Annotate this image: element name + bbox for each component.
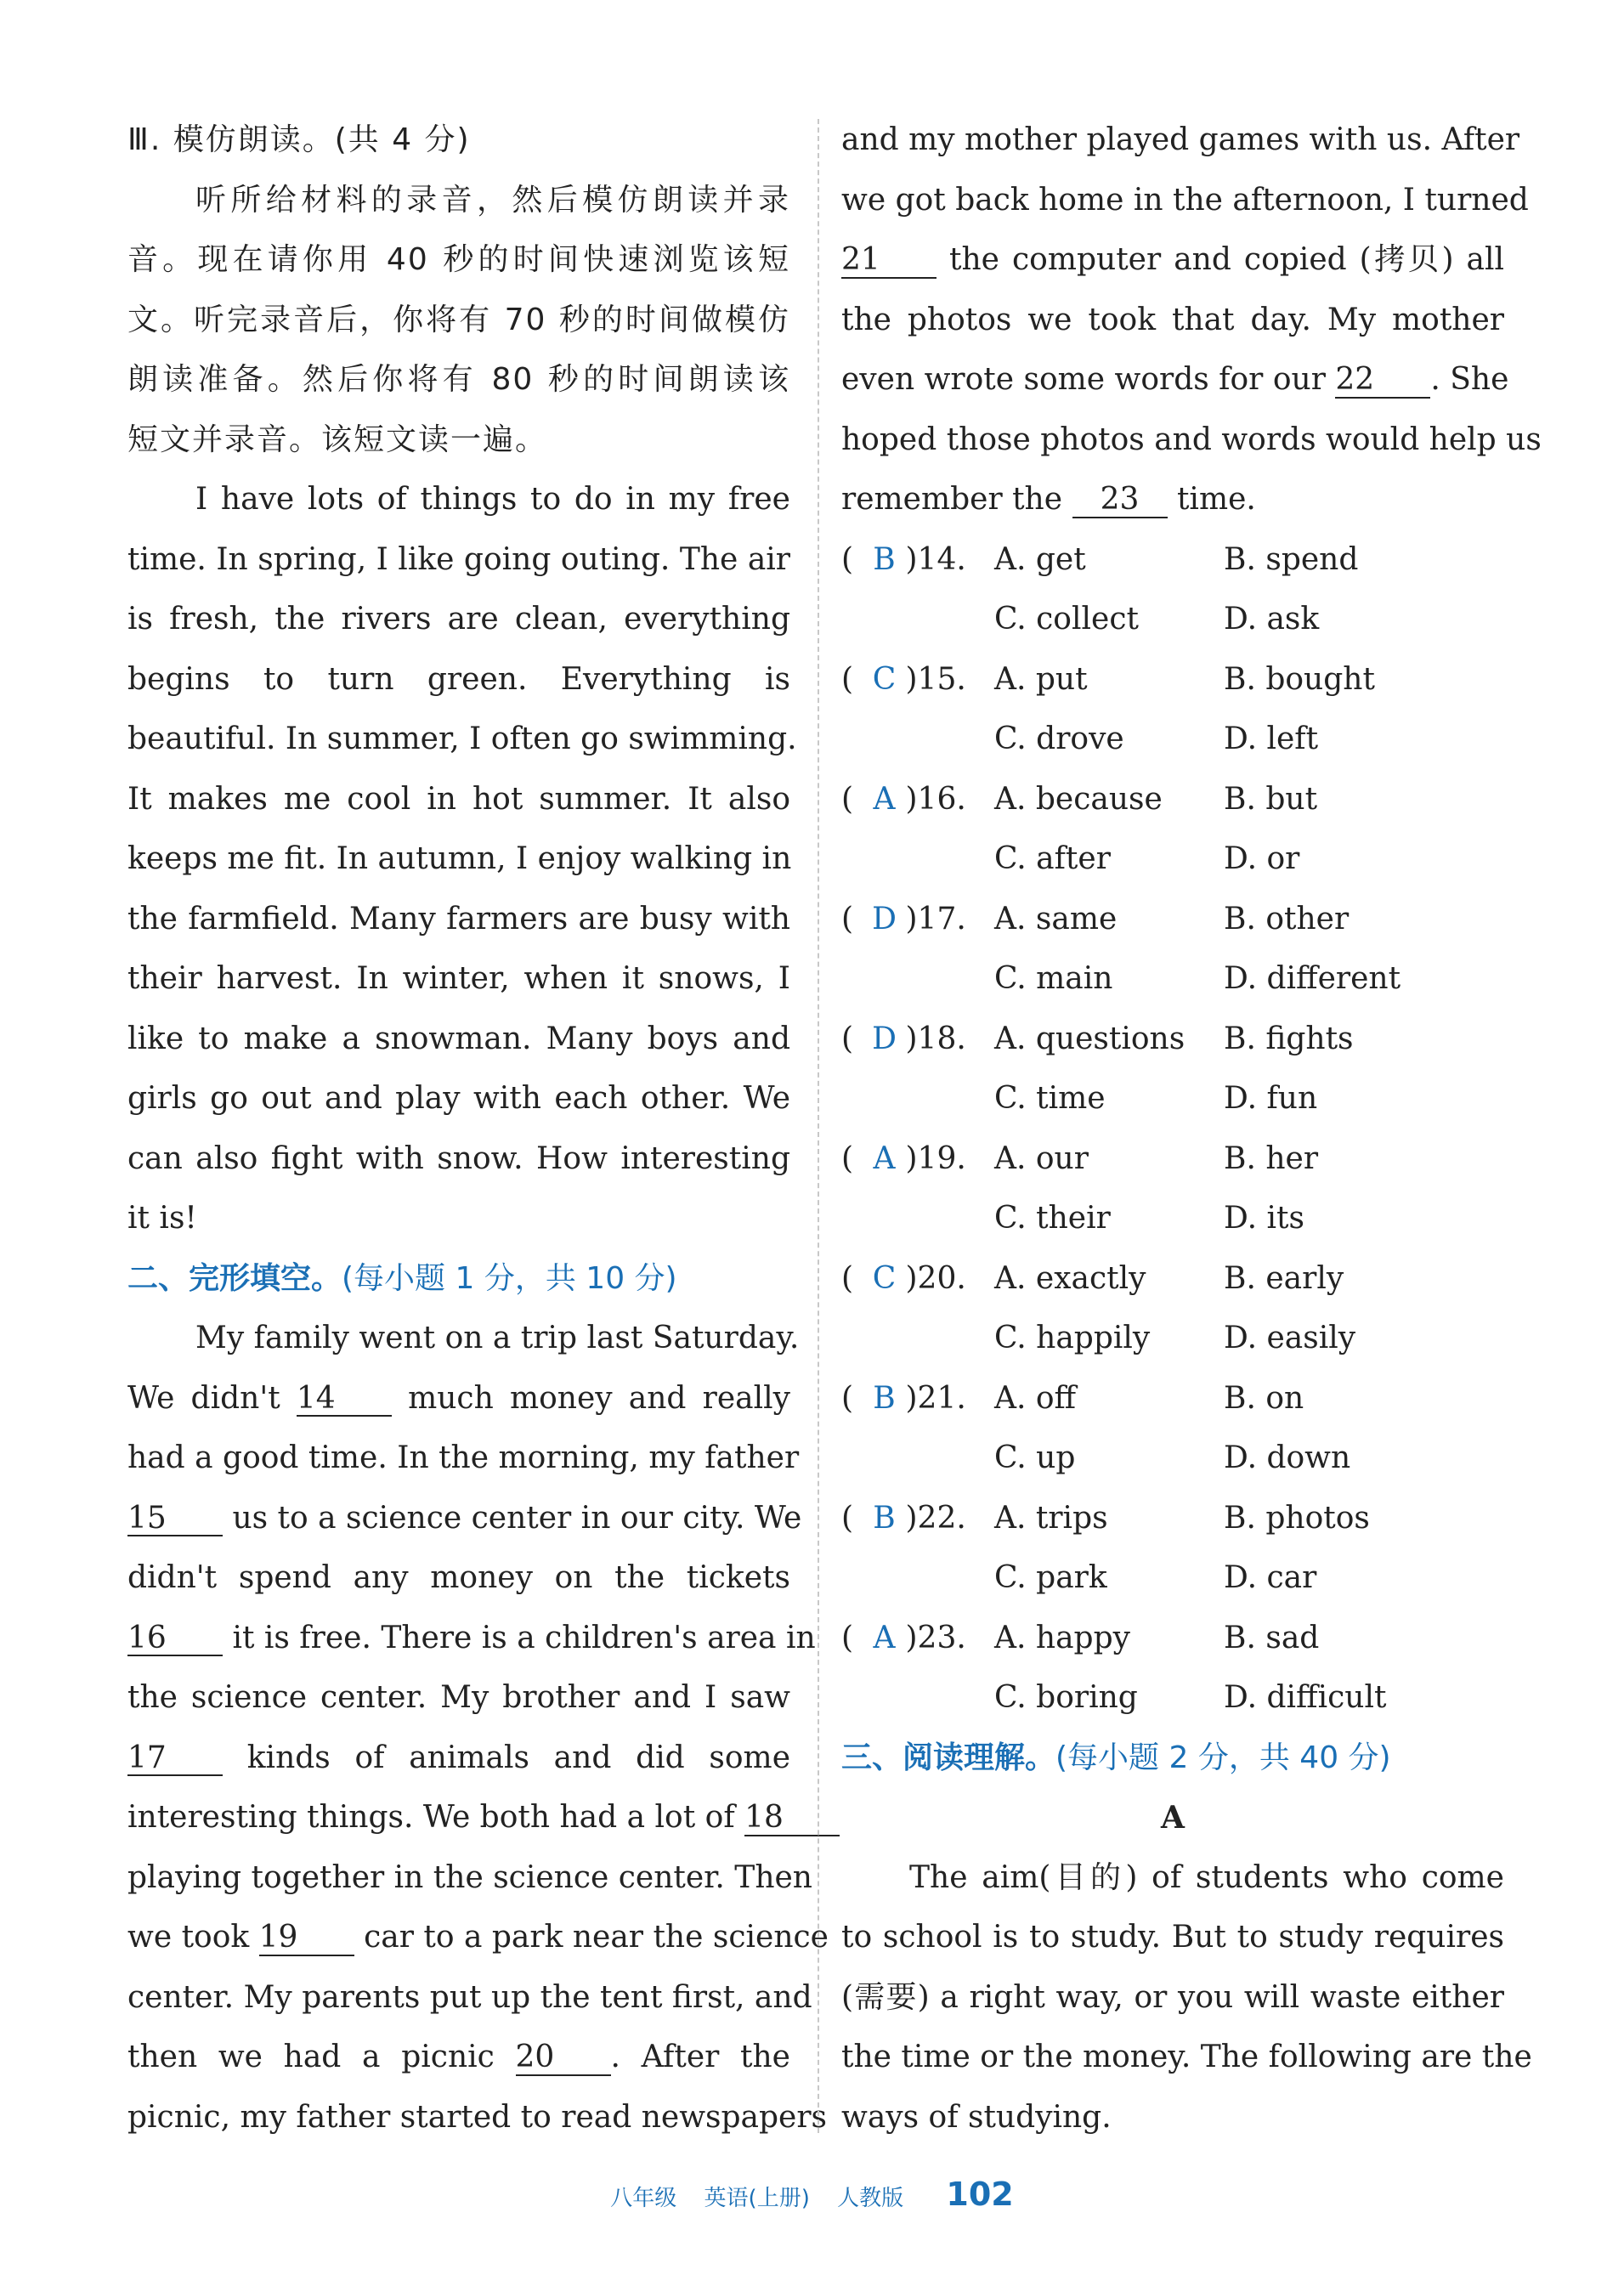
option-c[interactable]: C. main [994, 961, 1113, 996]
passage-line: begins to turn green. Everything is [127, 661, 790, 697]
section-3-title: Ⅲ. 模仿朗读。(共 4 分) [127, 122, 471, 157]
answer-paren: ( C ) [841, 662, 918, 697]
passage-line: I have lots of things to do in my free [195, 482, 790, 517]
reading-title: 三、阅读理解。 [841, 1740, 1056, 1775]
blank-17: 17 [127, 1741, 223, 1777]
answer-letter: D [872, 1021, 897, 1056]
blank-21: 21 [841, 243, 936, 279]
cloze-line [841, 470, 1504, 530]
cloze-line [127, 1369, 790, 1429]
answer-letter: B [873, 541, 896, 577]
cloze-line [841, 350, 1509, 410]
instruction-line: 文。听完录音后，你将有 70 秒的时间做模仿 [127, 302, 790, 337]
answer-paren: ( C ) [841, 1261, 918, 1296]
option-d[interactable]: D. different [1224, 961, 1401, 996]
option-c[interactable]: C. time [994, 1081, 1106, 1116]
cloze-heading [127, 1249, 790, 1310]
option-c[interactable]: C. happily [994, 1321, 1151, 1355]
passage-line: the farmfield. Many farmers are busy with [127, 901, 790, 936]
question-row [841, 1369, 1504, 1429]
footer-edition: 人教版 [837, 2186, 904, 2211]
answer-paren: ( A ) [841, 782, 918, 817]
blank-18: 18 [744, 1801, 840, 1836]
cloze-line: center. My parents put up the tent first, and [127, 1979, 812, 2015]
cloze-text: we took [127, 1920, 250, 1955]
cloze-line: and my mother played games with us. After [841, 122, 1520, 157]
option-a[interactable]: A. put [994, 661, 1088, 697]
question-row [841, 1668, 1504, 1729]
question-row [841, 590, 1504, 650]
instruction-line: 音。现在请你用 40 秒的时间快速浏览该短 [127, 242, 790, 277]
option-b[interactable]: B. bought [1224, 661, 1375, 697]
cloze-text: kinds of animals and did some [246, 1740, 790, 1775]
option-c[interactable]: C. boring [994, 1680, 1138, 1715]
answer-letter: B [873, 1380, 896, 1416]
question-number: 19. [917, 1140, 966, 1176]
cloze-text: even wrote some words for our [841, 362, 1326, 397]
reading-line: The aim(目的) of students who come [909, 1859, 1504, 1895]
question-number: 23. [917, 1620, 966, 1655]
cloze-text: the computer and copied (拷贝) all [949, 242, 1505, 277]
question-number: 22. [917, 1500, 966, 1536]
question-number: 21. [917, 1380, 966, 1416]
right-column [841, 110, 1542, 2147]
option-b[interactable]: B. photos [1224, 1500, 1370, 1536]
passage-line: beautiful. In summer, I often go swimming. [127, 721, 797, 756]
option-a[interactable]: A. get [994, 541, 1086, 577]
cloze-line [127, 1609, 816, 1669]
question-row [841, 710, 1504, 770]
answer-letter: A [873, 781, 896, 817]
cloze-text: it is free. There is a children's area in [232, 1620, 816, 1655]
blank-15: 15 [127, 1502, 223, 1537]
option-a[interactable]: A. questions [994, 1021, 1185, 1056]
option-c[interactable]: C. collect [994, 602, 1139, 637]
question-row [841, 829, 1504, 890]
left-column [127, 110, 829, 2147]
cloze-text: time. [1176, 482, 1256, 517]
option-a[interactable]: A. because [994, 781, 1163, 817]
cloze-line: picnic, my father started to read newspapers [127, 2099, 828, 2135]
question-row [841, 1010, 1504, 1070]
option-d[interactable]: D. difficult [1224, 1680, 1387, 1715]
answer-paren: ( B ) [841, 1501, 918, 1536]
cloze-line [127, 1489, 802, 1549]
cloze-line [127, 1908, 829, 1968]
cloze-text: . She [1430, 362, 1509, 397]
cloze-title: 二、完形填空。 [127, 1260, 342, 1296]
blank-14: 14 [297, 1382, 392, 1417]
cloze-line: playing together in the science center. Then [127, 1859, 812, 1895]
option-c[interactable]: C. their [994, 1201, 1111, 1236]
cloze-line: the photos we took that day. My mother [841, 302, 1504, 337]
cloze-text: interesting things. We both had a lot of [127, 1800, 735, 1835]
option-d[interactable]: D. easily [1224, 1321, 1356, 1355]
blank-20: 20 [516, 2040, 611, 2076]
question-row [841, 1609, 1504, 1669]
reading-line: ways of studying. [841, 2099, 1112, 2135]
cloze-line [841, 230, 1504, 291]
answer-paren: ( D ) [841, 1021, 918, 1056]
option-d[interactable]: D. ask [1224, 602, 1320, 637]
option-b[interactable]: B. but [1224, 781, 1318, 817]
option-a[interactable]: A. happy [994, 1620, 1130, 1655]
cloze-text: . After the [610, 2040, 790, 2074]
answer-letter: C [872, 661, 897, 697]
cloze-line: My family went on a trip last Saturday. [195, 1321, 800, 1355]
page-footer [0, 2176, 1624, 2213]
reading-line: (需要) a right way, or you will waste either [841, 1979, 1504, 2015]
blank-22: 22 [1335, 363, 1430, 399]
option-b[interactable]: B. early [1224, 1260, 1344, 1296]
question-row [841, 530, 1504, 591]
answer-paren: ( A ) [841, 1141, 918, 1176]
question-row [841, 890, 1504, 950]
question-row [841, 1309, 1504, 1369]
option-d[interactable]: D. left [1224, 721, 1319, 756]
cloze-text: much money and really [408, 1380, 790, 1416]
reading-part-label: A [1161, 1800, 1185, 1836]
option-a[interactable]: A. off [994, 1380, 1077, 1416]
question-row [841, 1189, 1504, 1249]
passage-line: it is! [127, 1201, 197, 1236]
option-a[interactable]: A. trips [994, 1500, 1108, 1536]
answer-paren: ( D ) [841, 902, 918, 936]
reading-line: to school is to study. But to study requires [841, 1920, 1504, 1955]
reading-heading [841, 1729, 1504, 1789]
passage-line: It makes me cool in hot summer. It also [127, 781, 790, 817]
question-number: 20. [917, 1260, 966, 1296]
question-number: 14. [917, 541, 966, 577]
option-b[interactable]: B. other [1224, 901, 1350, 936]
question-row [841, 1249, 1504, 1310]
cloze-text: We didn't [127, 1380, 280, 1416]
answer-paren: ( A ) [841, 1621, 918, 1655]
question-number: 16. [917, 781, 966, 817]
question-row [841, 1069, 1504, 1129]
cloze-text: remember the [841, 482, 1063, 517]
option-d[interactable]: D. down [1224, 1440, 1351, 1475]
option-c[interactable]: C. park [994, 1560, 1107, 1595]
footer-grade: 八年级 [610, 2186, 677, 2211]
option-c[interactable]: C. drove [994, 721, 1124, 756]
question-row [841, 1429, 1504, 1489]
passage-line: is fresh, the rivers are clean, everything [127, 602, 790, 637]
question-row [841, 1548, 1504, 1609]
reading-subtitle: (每小题 2 分，共 40 分) [1055, 1740, 1391, 1775]
question-row [841, 1129, 1504, 1190]
cloze-line: had a good time. In the morning, my father [127, 1440, 800, 1475]
option-a[interactable]: A. same [994, 901, 1118, 936]
answer-letter: C [872, 1260, 897, 1296]
option-d[interactable]: D. or [1224, 841, 1300, 876]
passage-line: can also fight with snow. How interesting [127, 1140, 790, 1176]
cloze-line: hoped those photos and words would help us [841, 422, 1542, 457]
cloze-subtitle: (每小题 1 分，共 10 分) [342, 1260, 677, 1296]
instruction-line: 朗读准备。然后你将有 80 秒的时间朗读该 [127, 362, 790, 397]
cloze-line [127, 2028, 790, 2088]
option-d[interactable]: D. car [1224, 1560, 1317, 1595]
option-b[interactable]: B. her [1224, 1140, 1319, 1176]
instruction-line: 听所给材料的录音，然后模仿朗读并录 [195, 182, 790, 218]
cloze-text: car to a park near the science [364, 1920, 829, 1955]
question-row [841, 949, 1504, 1010]
cloze-line: we got back home in the afternoon, I turned [841, 182, 1529, 218]
passage-line: time. In spring, I like going outing. The air [127, 541, 790, 577]
question-row [841, 650, 1504, 710]
answer-letter: B [873, 1500, 896, 1536]
question-number: 17. [917, 901, 966, 936]
option-d[interactable]: D. its [1224, 1201, 1304, 1236]
question-number: 18. [917, 1021, 966, 1056]
cloze-text: us to a science center in our city. We [232, 1500, 802, 1536]
blank-23: 23 [1072, 483, 1168, 518]
column-divider [818, 119, 819, 2133]
answer-letter: A [873, 1620, 896, 1655]
option-b[interactable]: B. spend [1224, 541, 1359, 577]
cloze-line [127, 1788, 790, 1848]
passage-line: girls go out and play with each other. We [127, 1081, 790, 1116]
cloze-line [127, 1729, 790, 1789]
option-c[interactable]: C. after [994, 841, 1111, 876]
cloze-line: didn't spend any money on the tickets [127, 1560, 790, 1595]
answer-letter: D [872, 901, 897, 936]
footer-subject: 英语(上册) [704, 2186, 810, 2211]
question-row [841, 770, 1504, 830]
blank-19: 19 [259, 1921, 354, 1956]
passage-line: keeps me fit. In autumn, I enjoy walking in [127, 841, 792, 876]
passage-line: like to make a snowman. Many boys and [127, 1021, 790, 1056]
option-b[interactable]: B. on [1224, 1380, 1304, 1416]
answer-paren: ( B ) [841, 542, 918, 577]
cloze-questions [841, 530, 1504, 1729]
question-row [841, 1489, 1504, 1549]
blank-16: 16 [127, 1621, 223, 1657]
question-number: 15. [917, 661, 966, 697]
cloze-line: the science center. My brother and I saw [127, 1680, 790, 1715]
page-number: 102 [946, 2176, 1014, 2213]
cloze-text: then we had a picnic [127, 2040, 495, 2074]
option-a[interactable]: A. our [994, 1140, 1089, 1176]
option-c[interactable]: C. up [994, 1440, 1076, 1475]
answer-letter: A [873, 1140, 896, 1176]
instruction-line: 短文并录音。该短文读一遍。 [127, 422, 548, 457]
option-a[interactable]: A. exactly [994, 1260, 1146, 1296]
option-b[interactable]: B. sad [1224, 1620, 1320, 1655]
passage-line: their harvest. In winter, when it snows, I [127, 961, 790, 996]
option-b[interactable]: B. fights [1224, 1021, 1354, 1056]
reading-line: the time or the money. The following are the [841, 2040, 1532, 2074]
option-d[interactable]: D. fun [1224, 1081, 1318, 1116]
answer-paren: ( B ) [841, 1381, 918, 1416]
